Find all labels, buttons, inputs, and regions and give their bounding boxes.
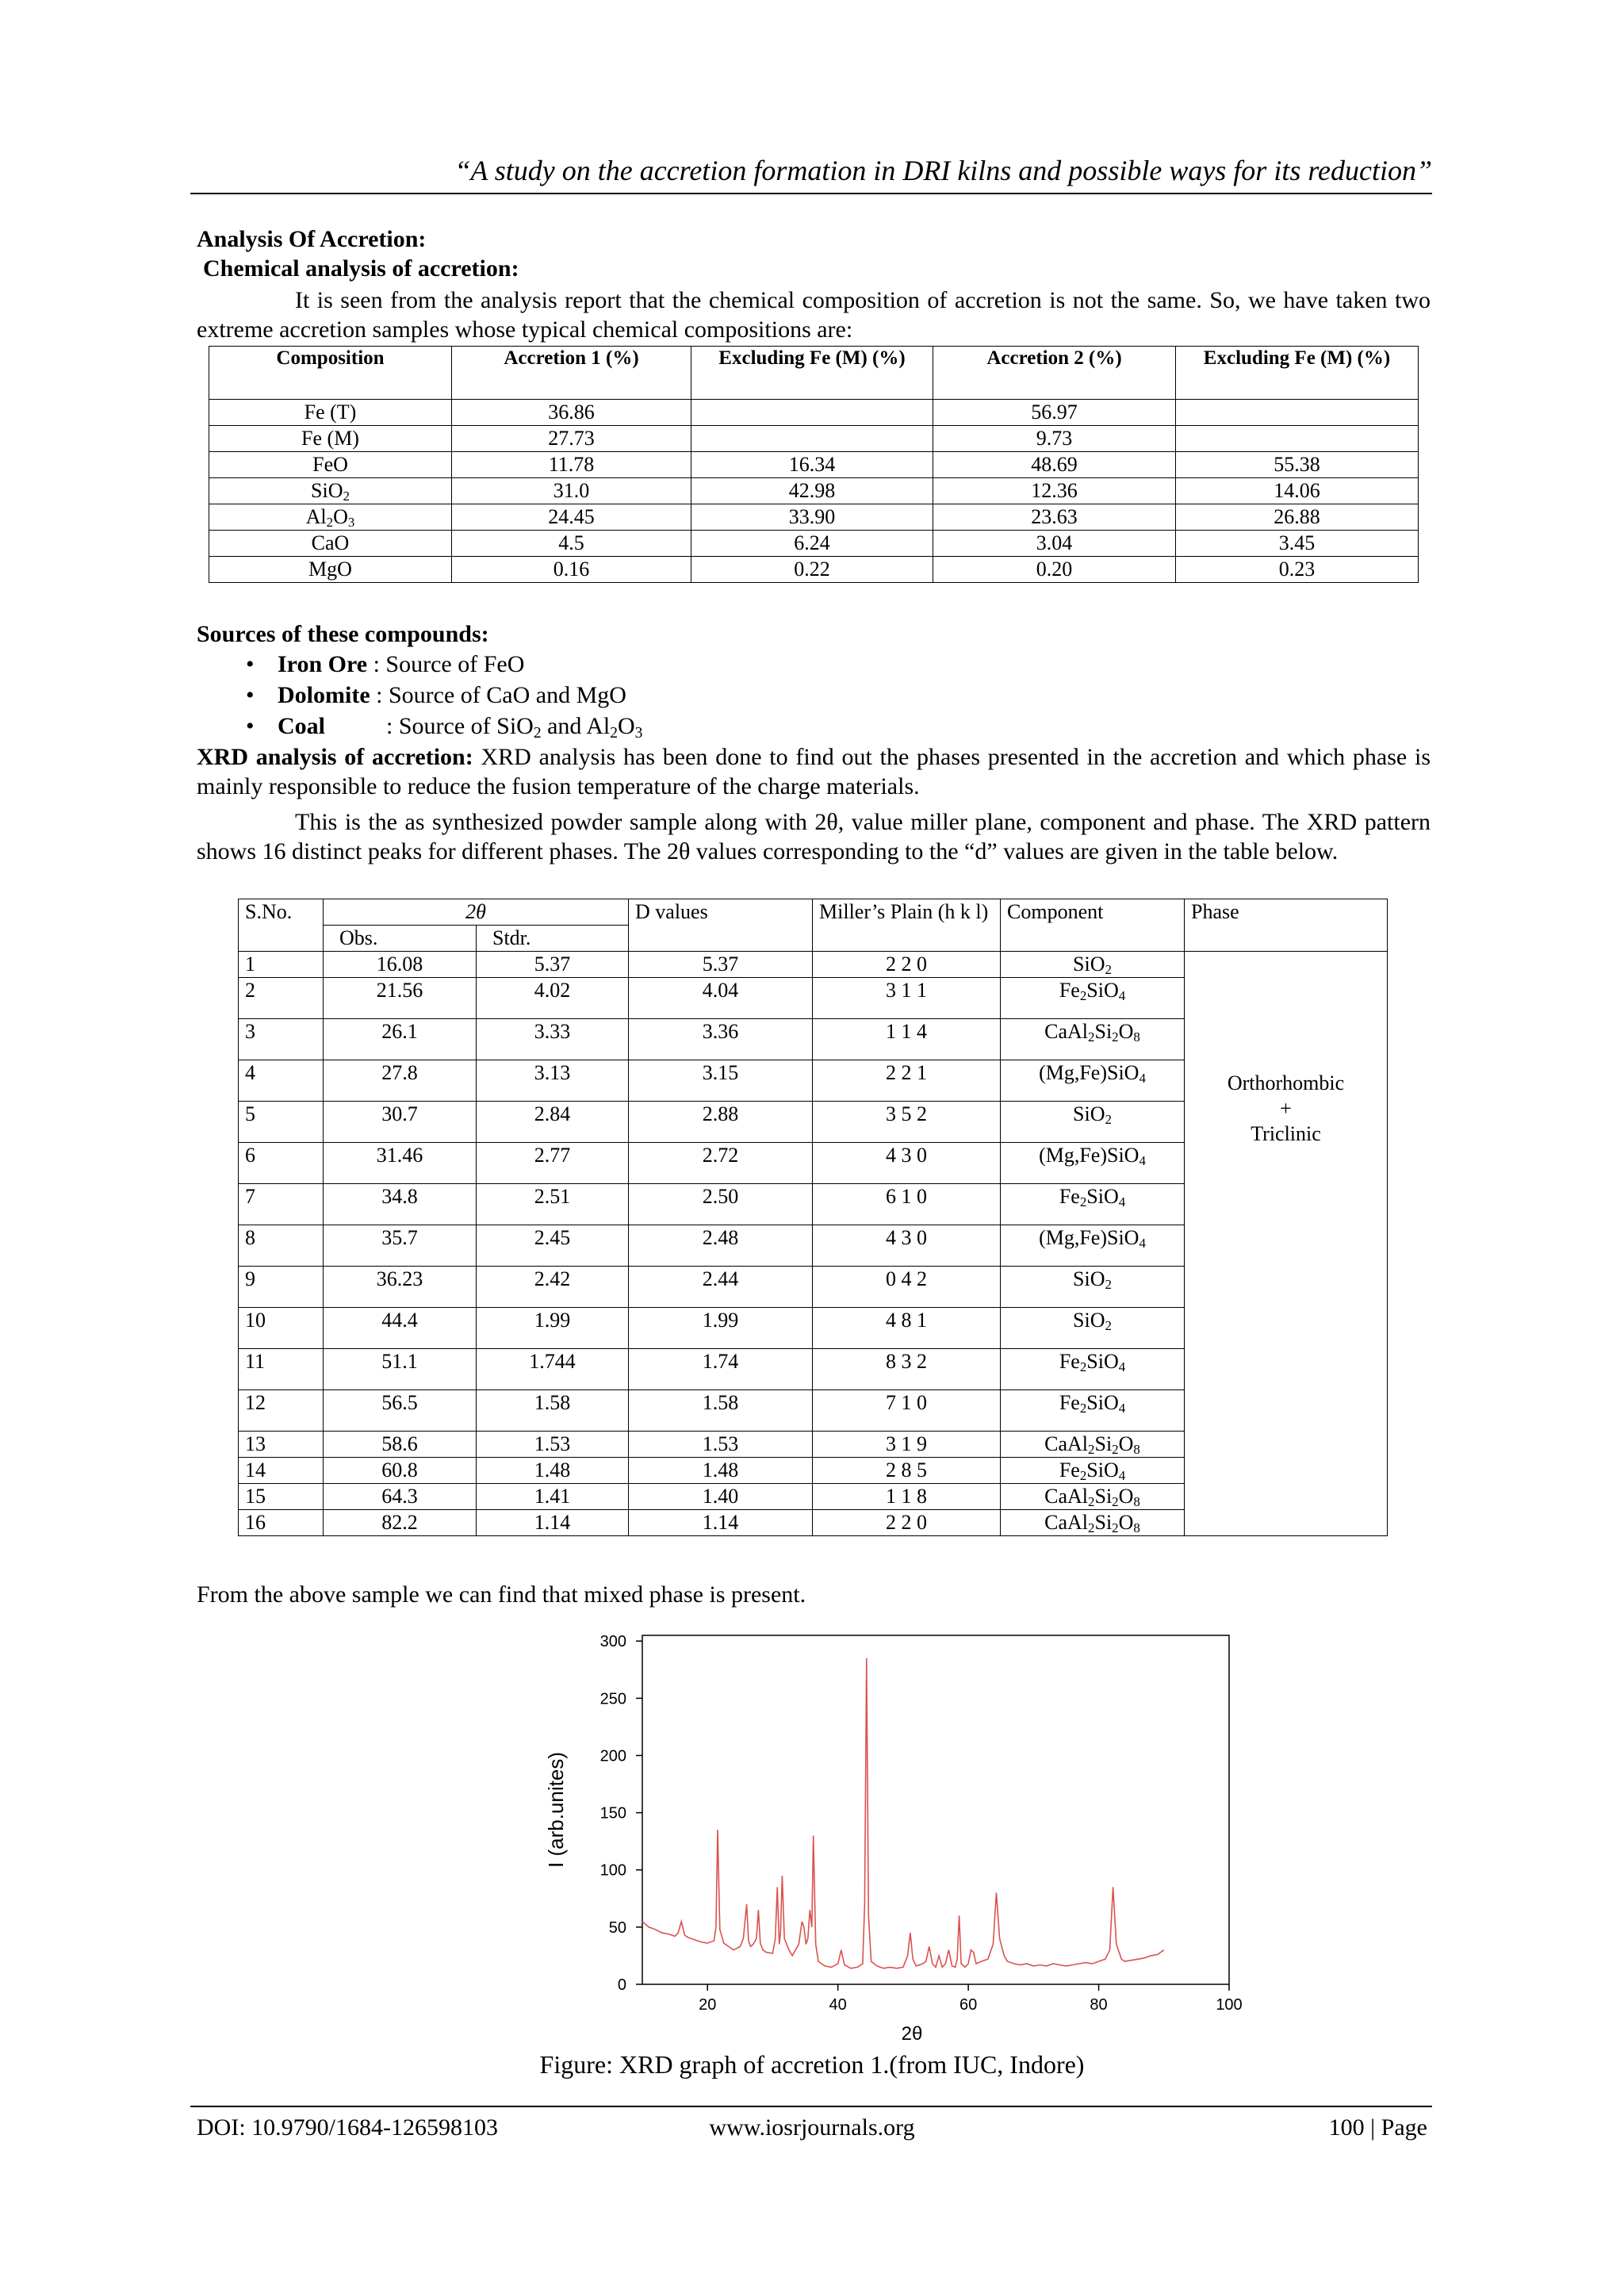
component-cell: $CaAl_2Si_2O_8$ xyxy=(1001,1019,1185,1060)
miller-cell: 4 3 0 xyxy=(813,1143,1001,1184)
value-cell xyxy=(691,426,933,452)
xrd-paragraph xyxy=(197,742,1431,801)
value-cell xyxy=(1176,426,1419,452)
table-header-cell: Accretion 1 (%) xyxy=(452,347,691,400)
obs-cell: 44.4 xyxy=(324,1308,477,1349)
sno-cell: 6 xyxy=(239,1143,324,1184)
phase-line: Orthorhombic xyxy=(1227,1071,1345,1094)
d-value-cell: 1.53 xyxy=(629,1432,813,1458)
footer-rule xyxy=(190,2106,1432,2107)
phase-line: + xyxy=(1280,1097,1292,1120)
footer-site: www.iosrjournals.org xyxy=(709,2114,915,2141)
value-cell: 24.45 xyxy=(452,504,691,531)
obs-cell: 16.08 xyxy=(324,952,477,978)
list-item xyxy=(230,711,944,742)
obs-cell: 31.46 xyxy=(324,1143,477,1184)
source-desc: : Source of SiO$_2$ and $Al_2O_3$ xyxy=(386,713,643,742)
source-desc: : Source of FeO xyxy=(367,651,525,677)
source-name: Iron Ore xyxy=(278,651,368,677)
header-two-theta: 2θ xyxy=(324,899,629,926)
table-row xyxy=(209,557,1419,583)
d-value-cell: 2.88 xyxy=(629,1102,813,1143)
value-cell: 12.36 xyxy=(933,478,1176,504)
table-header-cell: Composition xyxy=(209,347,452,400)
value-cell: 6.24 xyxy=(691,531,933,557)
chemical-analysis-heading: Chemical analysis of accretion: xyxy=(203,255,519,282)
y-tick-label: 150 xyxy=(599,1804,626,1823)
value-cell: 48.69 xyxy=(933,452,1176,478)
obs-cell: 58.6 xyxy=(324,1432,477,1458)
d-value-cell: 3.36 xyxy=(629,1019,813,1060)
obs-cell: 34.8 xyxy=(324,1184,477,1225)
sno-cell: 9 xyxy=(239,1267,324,1308)
table-row xyxy=(209,478,1419,504)
value-cell: 3.45 xyxy=(1176,531,1419,557)
value-cell: 9.73 xyxy=(933,426,1176,452)
source-name: Dolomite xyxy=(278,682,370,708)
value-cell xyxy=(691,400,933,426)
header-miller: Miller’s Plain (h k l) xyxy=(813,899,1001,952)
miller-cell: 1 1 8 xyxy=(813,1484,1001,1510)
obs-cell: 51.1 xyxy=(324,1349,477,1390)
header-stdr: Stdr. xyxy=(477,926,629,952)
component-cell: SiO$_2$ xyxy=(1001,1267,1185,1308)
composition-cell: SiO$_2$ xyxy=(209,478,452,504)
value-cell: 55.38 xyxy=(1176,452,1419,478)
xrd-heading: XRD analysis of accretion: xyxy=(197,744,473,770)
sno-cell: 2 xyxy=(239,978,324,1019)
component-cell: (Mg,Fe)SiO$_4$ xyxy=(1001,1143,1185,1184)
d-value-cell: 1.48 xyxy=(629,1458,813,1484)
y-tick-label: 200 xyxy=(599,1747,626,1765)
stdr-cell: 2.84 xyxy=(477,1102,629,1143)
stdr-cell: 2.77 xyxy=(477,1143,629,1184)
xrd-text: XRD analysis has been done to find out the phases presented in the accretion and which phase is mainly responsible to reduce the fusion temperature of the charge materials. xyxy=(197,744,1431,799)
composition-cell: $Al_2O_3$ xyxy=(209,504,452,531)
y-axis-label: I (arb.unites) xyxy=(544,1752,568,1868)
d-value-cell: 4.04 xyxy=(629,978,813,1019)
stdr-cell: 2.51 xyxy=(477,1184,629,1225)
table-row xyxy=(209,426,1419,452)
stdr-cell: 1.48 xyxy=(477,1458,629,1484)
value-cell: 56.97 xyxy=(933,400,1176,426)
header-phase: Phase xyxy=(1185,899,1388,952)
table-row xyxy=(209,400,1419,426)
miller-cell: 4 3 0 xyxy=(813,1225,1001,1267)
x-tick-label: 20 xyxy=(699,1996,717,2014)
sno-cell: 1 xyxy=(239,952,324,978)
value-cell: 0.22 xyxy=(691,557,933,583)
figure-caption: Figure: XRD graph of accretion 1.(from IUC, Indore) xyxy=(539,2050,1085,2079)
sno-cell: 14 xyxy=(239,1458,324,1484)
chemical-analysis-paragraph: It is seen from the analysis report that the chemical composition of accretion is not the same. So, we have taken two extreme accretion samples whose typical chemical compositions are: xyxy=(197,287,1431,343)
sno-cell: 7 xyxy=(239,1184,324,1225)
component-cell: $CaAl_2Si_2O_8$ xyxy=(1001,1484,1185,1510)
y-tick-label: 0 xyxy=(617,1976,626,1994)
d-value-cell: 3.15 xyxy=(629,1060,813,1102)
component-cell: $Fe_2SiO_4$ xyxy=(1001,1390,1185,1432)
component-cell: $CaAl_2Si_2O_8$ xyxy=(1001,1432,1185,1458)
stdr-cell: 1.53 xyxy=(477,1432,629,1458)
xrd-chart xyxy=(523,1626,1243,2046)
miller-cell: 1 1 4 xyxy=(813,1019,1001,1060)
d-value-cell: 2.48 xyxy=(629,1225,813,1267)
composition-cell: FeO xyxy=(209,452,452,478)
sno-cell: 16 xyxy=(239,1510,324,1536)
miller-cell: 6 1 0 xyxy=(813,1184,1001,1225)
table-row xyxy=(209,531,1419,557)
obs-cell: 30.7 xyxy=(324,1102,477,1143)
value-cell: 33.90 xyxy=(691,504,933,531)
table-row xyxy=(209,452,1419,478)
composition-cell: MgO xyxy=(209,557,452,583)
bullet: • xyxy=(246,682,255,708)
header-obs: Obs. xyxy=(324,926,477,952)
miller-cell: 3 1 9 xyxy=(813,1432,1001,1458)
d-value-cell: 1.74 xyxy=(629,1349,813,1390)
sno-cell: 13 xyxy=(239,1432,324,1458)
value-cell: 14.06 xyxy=(1176,478,1419,504)
component-cell: SiO$_2$ xyxy=(1001,1102,1185,1143)
obs-cell: 21.56 xyxy=(324,978,477,1019)
component-cell: (Mg,Fe)SiO$_4$ xyxy=(1001,1225,1185,1267)
stdr-cell: 1.99 xyxy=(477,1308,629,1349)
list-item xyxy=(230,680,944,711)
d-value-cell: 2.50 xyxy=(629,1184,813,1225)
list-item xyxy=(230,649,944,680)
miller-cell: 7 1 0 xyxy=(813,1390,1001,1432)
component-cell: $Fe_2SiO_4$ xyxy=(1001,978,1185,1019)
value-cell: 0.16 xyxy=(452,557,691,583)
value-cell: 0.20 xyxy=(933,557,1176,583)
value-cell: 3.04 xyxy=(933,531,1176,557)
xrd-paragraph-2: This is the as synthesized powder sample along with 2θ, value miller plane, component and phase. The XRD pattern shows 16 distinct peaks for different phases. The 2θ values corresponding to the “d” values are given in the table below. xyxy=(197,809,1431,864)
obs-cell: 36.23 xyxy=(324,1267,477,1308)
miller-cell: 3 1 1 xyxy=(813,978,1001,1019)
analysis-heading: Analysis Of Accretion: xyxy=(197,226,427,252)
value-cell: 16.34 xyxy=(691,452,933,478)
sno-cell: 4 xyxy=(239,1060,324,1102)
header-d-values: D values xyxy=(629,899,813,952)
stdr-cell: 2.45 xyxy=(477,1225,629,1267)
d-value-cell: 5.37 xyxy=(629,952,813,978)
table-header-cell: Excluding Fe (M) (%) xyxy=(691,347,933,400)
miller-cell: 8 3 2 xyxy=(813,1349,1001,1390)
xrd-peaks-table xyxy=(238,899,1388,1536)
bullet: • xyxy=(246,713,255,739)
source-name: Coal xyxy=(278,713,325,739)
miller-cell: 2 2 0 xyxy=(813,1510,1001,1536)
footer-doi: DOI: 10.9790/1684-126598103 xyxy=(197,2114,498,2141)
value-cell xyxy=(1176,400,1419,426)
sno-cell: 3 xyxy=(239,1019,324,1060)
composition-cell: Fe (M) xyxy=(209,426,452,452)
component-cell: $Fe_2SiO_4$ xyxy=(1001,1349,1185,1390)
stdr-cell: 1.14 xyxy=(477,1510,629,1536)
stdr-cell: 2.42 xyxy=(477,1267,629,1308)
stdr-cell: 1.58 xyxy=(477,1390,629,1432)
mixed-phase-sentence: From the above sample we can find that mixed phase is present. xyxy=(197,1581,806,1608)
obs-cell: 26.1 xyxy=(324,1019,477,1060)
component-cell: SiO$_2$ xyxy=(1001,1308,1185,1349)
obs-cell: 35.7 xyxy=(324,1225,477,1267)
d-value-cell: 1.99 xyxy=(629,1308,813,1349)
value-cell: 23.63 xyxy=(933,504,1176,531)
composition-table xyxy=(209,346,1419,583)
stdr-cell: 5.37 xyxy=(477,952,629,978)
footer-page: 100 | Page xyxy=(1328,2114,1427,2141)
sources-heading: Sources of these compounds: xyxy=(197,621,489,647)
table-row xyxy=(209,504,1419,531)
x-tick-label: 100 xyxy=(1216,1996,1243,2014)
stdr-cell: 4.02 xyxy=(477,978,629,1019)
d-value-cell: 2.72 xyxy=(629,1143,813,1184)
sources-list xyxy=(230,649,944,742)
stdr-cell: 1.744 xyxy=(477,1349,629,1390)
d-value-cell: 1.14 xyxy=(629,1510,813,1536)
stdr-cell: 3.13 xyxy=(477,1060,629,1102)
value-cell: 42.98 xyxy=(691,478,933,504)
header-component: Component xyxy=(1001,899,1185,952)
sno-cell: 11 xyxy=(239,1349,324,1390)
obs-cell: 64.3 xyxy=(324,1484,477,1510)
value-cell: 26.88 xyxy=(1176,504,1419,531)
value-cell: 31.0 xyxy=(452,478,691,504)
miller-cell: 4 8 1 xyxy=(813,1308,1001,1349)
phase-cell xyxy=(1185,952,1388,1536)
x-tick-label: 80 xyxy=(1090,1996,1108,2014)
component-cell: SiO$_2$ xyxy=(1001,952,1185,978)
d-value-cell: 1.40 xyxy=(629,1484,813,1510)
sno-cell: 12 xyxy=(239,1390,324,1432)
table-row xyxy=(239,952,1388,978)
value-cell: 27.73 xyxy=(452,426,691,452)
component-cell: $CaAl_2Si_2O_8$ xyxy=(1001,1510,1185,1536)
obs-cell: 27.8 xyxy=(324,1060,477,1102)
value-cell: 0.23 xyxy=(1176,557,1419,583)
y-tick-label: 300 xyxy=(599,1633,626,1651)
plot-frame xyxy=(642,1635,1229,1984)
x-tick-label: 40 xyxy=(829,1996,847,2014)
phase-line: Triclinic xyxy=(1251,1122,1321,1145)
d-value-cell: 1.58 xyxy=(629,1390,813,1432)
header-sno: S.No. xyxy=(239,899,324,952)
bullet: • xyxy=(246,651,255,677)
value-cell: 11.78 xyxy=(452,452,691,478)
table-header-cell: Accretion 2 (%) xyxy=(933,347,1176,400)
header-rule xyxy=(190,193,1432,194)
y-tick-label: 250 xyxy=(599,1690,626,1708)
value-cell: 36.86 xyxy=(452,400,691,426)
sno-cell: 8 xyxy=(239,1225,324,1267)
table-header-cell: Excluding Fe (M) (%) xyxy=(1176,347,1419,400)
y-tick-label: 50 xyxy=(608,1918,626,1937)
running-header: “A study on the accretion formation in DRI kilns and possible ways for its reduction” xyxy=(454,155,1432,186)
x-tick-label: 60 xyxy=(959,1996,978,2014)
sno-cell: 15 xyxy=(239,1484,324,1510)
miller-cell: 0 4 2 xyxy=(813,1267,1001,1308)
component-cell: $Fe_2SiO_4$ xyxy=(1001,1184,1185,1225)
miller-cell: 2 2 1 xyxy=(813,1060,1001,1102)
obs-cell: 60.8 xyxy=(324,1458,477,1484)
stdr-cell: 3.33 xyxy=(477,1019,629,1060)
component-cell: $Fe_2SiO_4$ xyxy=(1001,1458,1185,1484)
component-cell: (Mg,Fe)SiO$_4$ xyxy=(1001,1060,1185,1102)
source-desc: : Source of CaO and MgO xyxy=(370,682,626,708)
sno-cell: 5 xyxy=(239,1102,324,1143)
miller-cell: 2 8 5 xyxy=(813,1458,1001,1484)
obs-cell: 82.2 xyxy=(324,1510,477,1536)
composition-cell: CaO xyxy=(209,531,452,557)
miller-cell: 3 5 2 xyxy=(813,1102,1001,1143)
xrd-series-line xyxy=(642,1658,1164,1968)
value-cell: 4.5 xyxy=(452,531,691,557)
obs-cell: 56.5 xyxy=(324,1390,477,1432)
miller-cell: 2 2 0 xyxy=(813,952,1001,978)
sno-cell: 10 xyxy=(239,1308,324,1349)
composition-cell: Fe (T) xyxy=(209,400,452,426)
y-tick-label: 100 xyxy=(599,1861,626,1880)
d-value-cell: 2.44 xyxy=(629,1267,813,1308)
stdr-cell: 1.41 xyxy=(477,1484,629,1510)
x-axis-label: 2θ xyxy=(901,2023,923,2045)
